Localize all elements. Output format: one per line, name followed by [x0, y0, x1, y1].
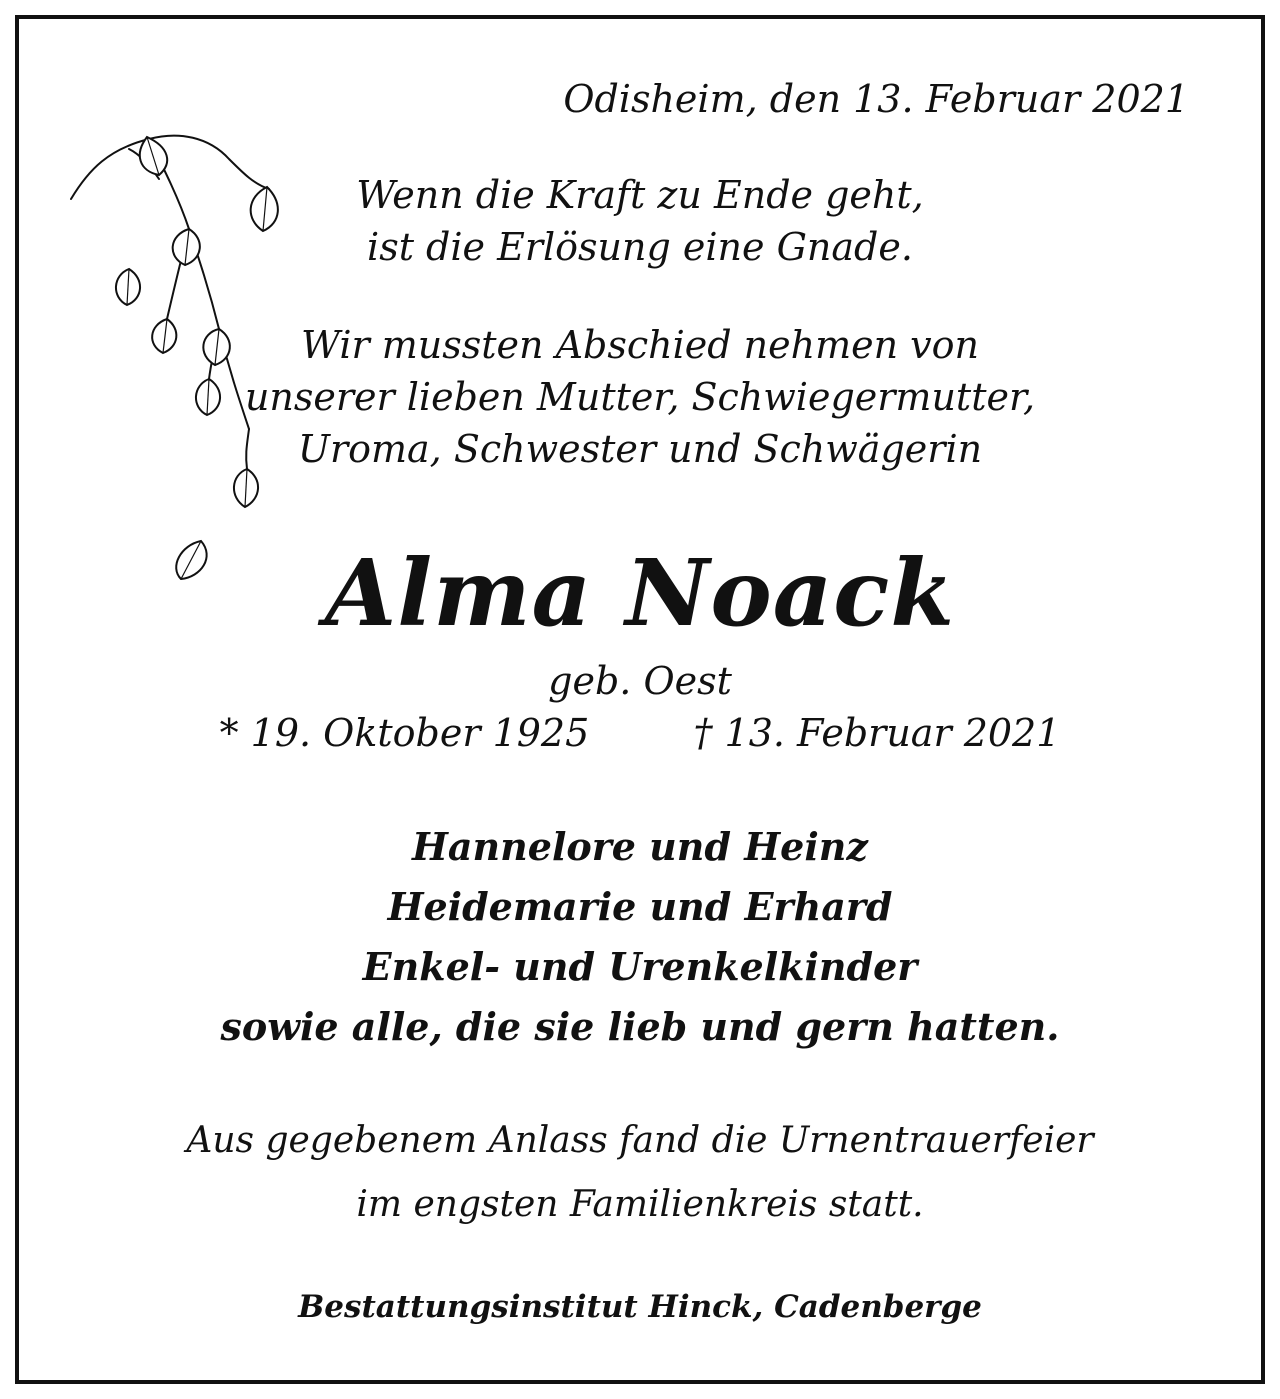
deceased-name: Alma Noack: [324, 539, 956, 647]
mourner-line-4: sowie alle, die sie lieb und gern hatten.: [220, 1004, 1060, 1049]
birth-date: * 19. Oktober 1925: [219, 711, 590, 755]
mourner-line-3: Enkel- und Urenkelkinder: [362, 944, 918, 989]
death-date: † 13. Februar 2021: [693, 711, 1061, 755]
quote-line-1: Wenn die Kraft zu Ende geht,: [356, 173, 924, 217]
notice-line-2: im engsten Familienkreis statt.: [356, 1184, 924, 1225]
undertaker: Bestattungsinstitut Hinck, Cadenberge: [298, 1289, 982, 1325]
place-date: Odisheim, den 13. Februar 2021: [563, 77, 1189, 121]
intro-line-3: Uroma, Schwester und Schwägerin: [297, 427, 983, 471]
obituary-frame: [15, 15, 1265, 1384]
intro-line-2: unserer lieben Mutter, Schwiegermutter,: [244, 375, 1036, 419]
intro-line-1: Wir mussten Abschied nehmen von: [300, 323, 979, 367]
mourner-line-2: Heidemarie und Erhard: [387, 884, 893, 929]
life-dates: [19, 711, 1261, 755]
birth-name: geb. Oest: [548, 659, 732, 703]
mourner-line-1: Hannelore und Heinz: [412, 824, 868, 869]
quote-line-2: ist die Erlösung eine Gnade.: [367, 225, 913, 269]
notice-line-1: Aus gegebenem Anlass fand die Urnentrauerfeier: [186, 1120, 1094, 1161]
